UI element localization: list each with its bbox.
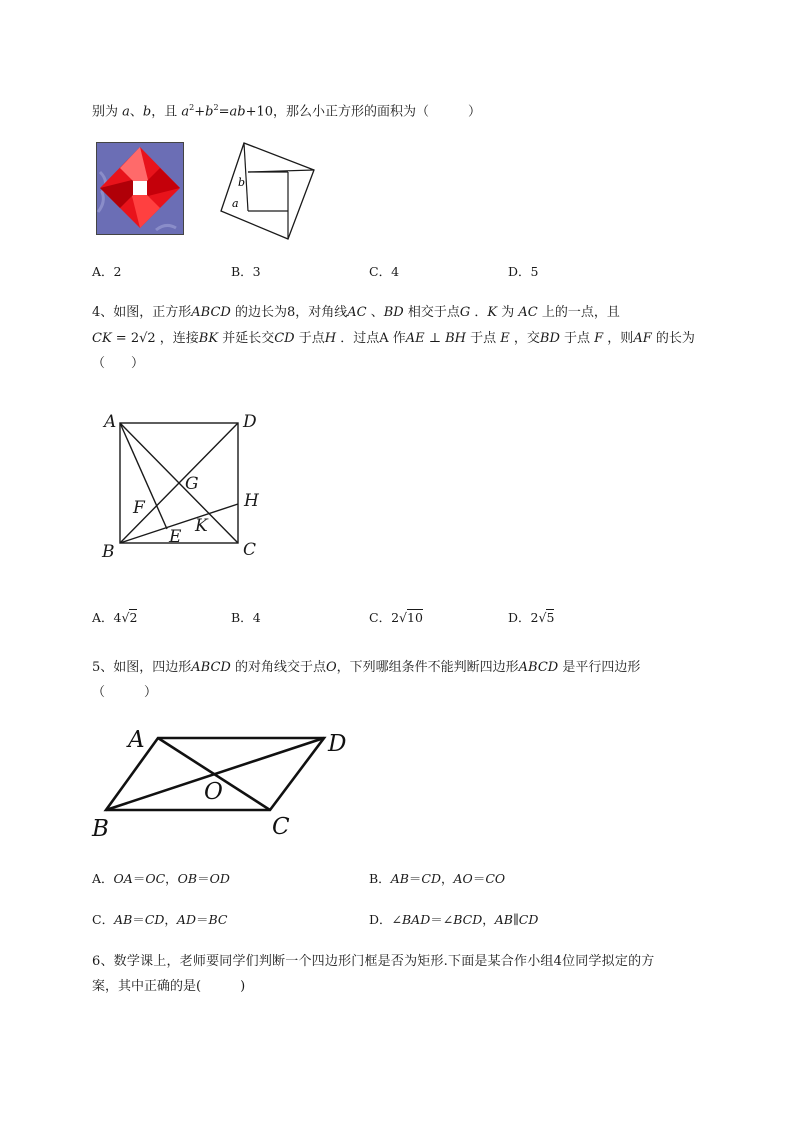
q6-stem-line1: 6、数学课上，老师要同学们判断一个四边形门框是否为矩形.下面是某合作小组4位同学拟定的方 [92,954,655,969]
label-b: b [238,176,246,189]
text-run: ， [482,912,495,927]
point-E: E [169,527,182,547]
point-G: G [185,474,199,494]
math-symbol: CO [485,871,506,886]
text-run: = 2√2 ，连接 [111,331,199,346]
text-run: ，交 [509,331,540,346]
point-F: F [133,498,145,518]
q3-option-b[interactable]: B．3 [231,264,261,279]
option-coefficient: 4 [113,610,122,625]
math-symbol: CD [144,912,165,927]
text-run: 于点 [465,331,501,346]
q5-option-b[interactable] [369,869,505,887]
text-run: ＝ [132,912,145,927]
math-symbol: CD [274,331,295,346]
math-symbol: AF [633,331,652,346]
option-coefficient: 4 [252,610,261,625]
q4-option-d[interactable] [508,608,554,626]
text-run: ＝ [132,871,146,886]
text-run: 的长为 [651,331,695,346]
inner-square-figure [218,140,318,242]
text-run: 于点 [559,331,595,346]
text-run: ∥ [512,912,519,927]
math-symbol: BD [383,305,404,320]
sqrt-icon: √ [538,610,547,625]
math-symbol: BD [539,331,560,346]
math-symbol: AC [518,305,538,320]
option-letter: B． [231,610,253,625]
sqrt-icon: √ [399,610,407,625]
math-symbol: AB [494,912,513,927]
q4-option-c[interactable] [369,608,423,626]
text-run: 并延长交 [218,331,275,346]
math-symbol: H [324,331,337,346]
para-vertex-C: C [272,814,290,840]
option-letter: A． [92,610,114,625]
text-run: 上的一点，且 [537,305,620,320]
option-radicand: 5 [546,610,555,625]
math-symbol: BAD [402,912,431,927]
text-run: ，下列哪组条件不能判断四边形 [336,660,519,675]
vertex-C: C [243,540,257,560]
q3-option-a[interactable]: A．2 [92,264,122,279]
math-symbol: F [594,331,604,346]
option-coefficient: 2 [391,610,400,625]
math-symbol: BK [198,331,219,346]
square-abcd-figure [96,405,271,565]
text-run: ＝ [195,912,209,927]
text-run: ． [470,305,488,320]
q4-option-b[interactable] [231,608,261,626]
text-run: 是平行四边形 [558,660,641,675]
para-vertex-B: B [92,816,109,842]
q4-option-a[interactable] [92,608,137,626]
q5-option-c[interactable] [92,910,227,928]
math-symbol: CD [518,912,539,927]
text-run: 的对角线交于点 [230,660,326,675]
math-symbol: AC [347,305,367,320]
text-run: ， [164,912,177,927]
text-run: 于点 [294,331,325,346]
math-symbol: BC [208,912,228,927]
math-symbol: G [459,305,471,320]
sqrt-icon: √ [121,610,130,625]
para-vertex-D: D [328,731,347,757]
text-run: 5、如图，四边形 [92,660,192,675]
option-coefficient: 2 [530,610,539,625]
para-point-O: O [204,779,223,805]
math-symbol: O [325,660,337,675]
vertex-A: A [104,412,117,432]
math-symbol: CK [92,331,112,346]
para-vertex-A: A [128,727,145,753]
math-symbol: CD [421,871,442,886]
q3-stem: 别为 a、b，且 $a^2+b^2=ab+10$，那么小正方形的面积为（ ） [92,103,481,120]
text-run: 、 [366,305,384,320]
q4-stem-line3: （ ） [92,356,145,371]
math-symbol: ABCD [191,305,231,320]
text-run: ＝∠ [430,912,454,927]
text-run: ， [165,871,178,886]
text-run: C． [92,912,115,927]
text-run: ，则 [603,331,634,346]
math-symbol: E [500,331,510,346]
q3-option-c[interactable]: C．4 [369,264,400,279]
point-K: K [195,516,208,536]
math-symbol: OB [177,871,198,886]
text-run: B． [369,871,391,886]
text-run: ＝ [197,871,210,886]
text-run: 为 [497,305,519,320]
math-symbol: AE ⊥ BH [405,331,466,346]
math-symbol: OA [113,871,133,886]
text-run: 相交于点 [403,305,460,320]
text-run: ＝ [408,871,422,886]
math-symbol: OD [209,871,230,886]
label-a: a [232,197,239,210]
point-H: H [244,491,259,511]
math-symbol: ABCD [191,660,231,675]
math-symbol: AD [176,912,196,927]
text-run: ＝ [472,871,486,886]
math-symbol: AO [453,871,473,886]
math-symbol: OC [145,871,166,886]
text-run: D．∠ [369,912,402,927]
text-run: ．过点A 作 [336,331,406,346]
q4-stem-line1 [92,304,620,322]
vertex-B: B [102,542,115,562]
q4-stem-line2 [92,330,695,348]
q5-option-a[interactable] [92,869,230,887]
option-letter: C． [369,610,392,625]
math-symbol: K [487,305,498,320]
text-run: 的边长为8，对角线 [230,305,348,320]
option-radicand: 10 [407,610,423,625]
q5-stem-line1 [92,659,640,677]
option-letter: D． [508,610,531,625]
q5-stem-line2: （ ） [92,685,158,700]
vertex-D: D [243,412,257,432]
parallelogram-figure [90,722,360,844]
math-symbol: AB [114,912,133,927]
q6-stem-line2: 案，其中正确的是( ) [92,979,246,994]
text-run: A． [92,871,114,886]
pinwheel-figure [96,142,184,235]
text-run: 4、如图，正方形 [92,305,192,320]
text-run: ， [441,871,454,886]
q3-option-d[interactable]: D．5 [508,264,539,279]
q5-option-d[interactable] [369,910,538,928]
math-symbol: BCD [453,912,483,927]
math-symbol: AB [390,871,409,886]
math-symbol: ABCD [518,660,559,675]
option-radicand: 2 [129,610,138,625]
